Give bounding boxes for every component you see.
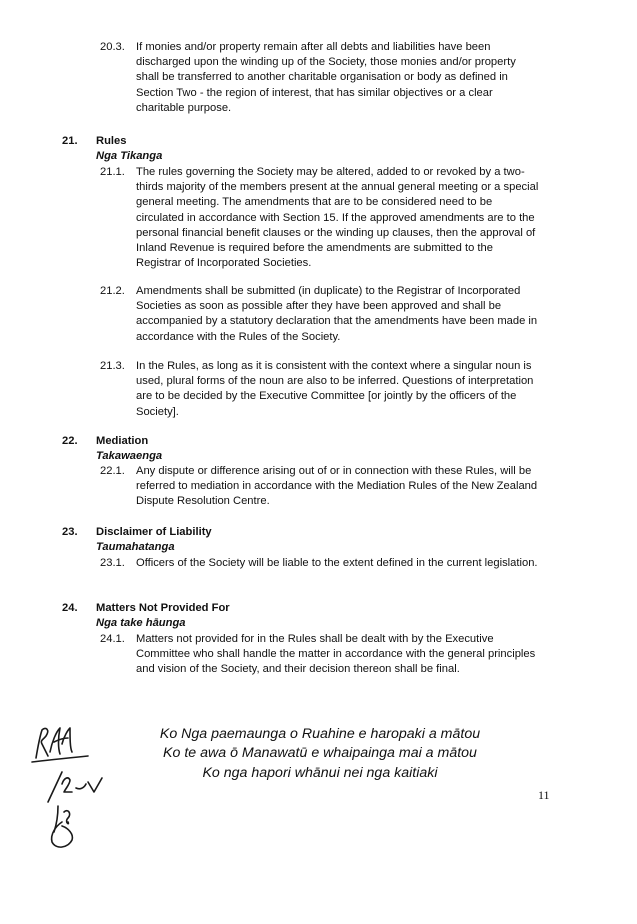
clause-21-3	[100, 359, 540, 420]
clause-text: The rules governing the Society may be altered, added to or revoked by a two-thirds majority of the members present at the annual general meeting or a special general meeting. The amendments that are to be considered need to be circulated in accordance with Section 15. If the approved amendments are to the personal financial benefit clauses or the winding up clauses, then the approval of Inland Revenue is required before the amendments are submitted to the Registrar of Incorporated Societies.	[136, 166, 539, 270]
section-number: 24.	[62, 602, 78, 614]
motto-line: Ko Nga paemaunga o Ruahine e haropaki a mātou	[159, 726, 481, 742]
section-number: 22.	[62, 435, 78, 447]
clause-text: If monies and/or property remain after all debts and liabilities have been discharged upon the winding up of the Society, those monies and/or property shall be transferred to another charitable organisation or body as defined in Section Two - the region of interest, that has similar objectives or a clear charitable purpose.	[136, 41, 516, 114]
clause-number: 24.1.	[100, 633, 125, 645]
page-number: 11	[538, 788, 550, 802]
clause-20-3	[100, 40, 540, 116]
handwritten-signature	[28, 722, 118, 852]
section-title: Matters Not Provided For	[96, 602, 230, 614]
section-maori-title: Nga take hāunga	[96, 617, 186, 629]
section-title: Mediation	[96, 435, 149, 447]
clause-number: 21.2.	[100, 285, 125, 297]
clause-23-1	[100, 556, 540, 571]
section-number: 21.	[62, 135, 78, 147]
section-maori-title: Takawaenga	[96, 450, 163, 462]
clause-text: Officers of the Society will be liable to the extent defined in the current legislation.	[136, 557, 538, 569]
section-number: 23.	[62, 526, 78, 538]
clause-24-1	[100, 632, 540, 678]
clause-21-2	[100, 284, 540, 345]
clause-text: In the Rules, as long as it is consistent with the context where a singular noun is used, plural forms of the noun are also to be inferred. Questions of interpretation are to be decided by the Executive Committee [or jointly by the officers of the Society].	[136, 360, 534, 418]
section-maori-title: Taumahatanga	[96, 541, 175, 553]
clause-text: Matters not provided for in the Rules shall be dealt with by the Executive Committee who shall handle the matter in accordance with the general principles and vision of the Society, and their decision thereon shall be final.	[136, 633, 536, 676]
section-maori-title: Nga Tikanga	[96, 150, 163, 162]
clause-text: Amendments shall be submitted (in duplicate) to the Registrar of Incorporated Societies as soon as possible after they have been approved and shall be accompanied by a statutory declaration that the amendments have been made in accordance with the Rules of the Society.	[136, 285, 538, 343]
clause-21-1	[100, 165, 540, 271]
clause-number: 22.1.	[100, 465, 125, 477]
clause-22-1	[100, 464, 540, 510]
clause-number: 21.1.	[100, 166, 125, 178]
clause-text: Any dispute or difference arising out of or in connection with these Rules, will be referred to mediation in accordance with the Mediation Rules of the New Zealand Dispute Resolution Centre.	[136, 465, 538, 508]
clause-number: 21.3.	[100, 360, 125, 372]
motto	[150, 725, 490, 783]
motto-line: Ko nga hapori whānui nei nga kaitiaki	[202, 764, 438, 781]
clause-number: 23.1.	[100, 557, 125, 569]
section-title: Rules	[96, 135, 127, 147]
clause-number: 20.3.	[100, 41, 125, 53]
section-title: Disclaimer of Liability	[96, 526, 212, 538]
motto-line: Ko te awa ō Manawatū e whaipainga mai a mātou	[163, 745, 477, 762]
